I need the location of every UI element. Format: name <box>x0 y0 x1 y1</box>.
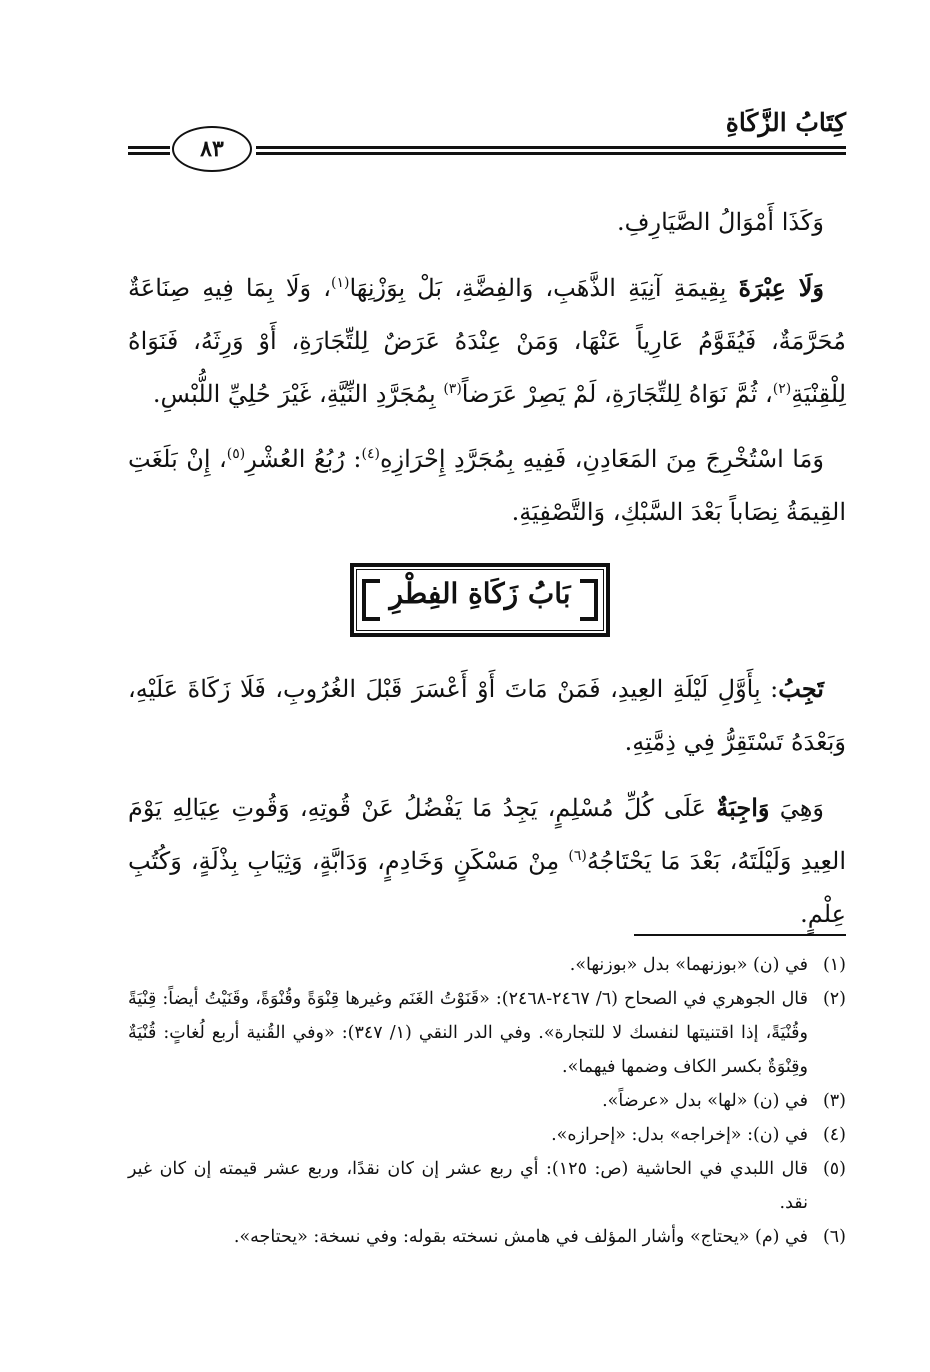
footnote <box>128 1084 846 1118</box>
paragraph-text: وَمَا اسْتُخْرِجَ مِنَ المَعَادِنِ، فَفِيهِ بِمُجَرَّدِ إِحْرَازِهِ <box>379 445 824 473</box>
footnote <box>128 948 846 982</box>
header-rule <box>256 152 846 155</box>
footnote <box>128 1220 846 1254</box>
paragraph <box>128 662 846 769</box>
main-text <box>128 662 846 941</box>
header-rule-short <box>128 146 170 149</box>
footnotes <box>128 948 846 1254</box>
page-number-oval <box>172 126 252 172</box>
footnote-text: في (م) «يحتاج» وأشار المؤلف في هامش نسخته بقوله: وفي نسخة: «يحتاجه». <box>233 1227 808 1247</box>
footnote-text: قال الجوهري في الصحاح (٦/ ٢٤٦٧-٢٤٦٨): «قَنَوْتُ الغَنَم وغيرها قِنْوَةً وقُنْوَةً، وقَنَيْتُ أيضاً: قِنْيَةً وقُنْيَةً، إذا اقتنيتها لنفسك لا للتجارة». وفي الدر النقي (١/ ٣٤٧): «وفي القُنية أربع لُغاتٍ: قُنْيَةٌ وقِنْوَةٌ بكسر الكاف وضمها فيهما». <box>128 989 808 1077</box>
footnote-marker: (٢) <box>822 989 846 1009</box>
footnote-ref[interactable]: (٢) <box>772 381 792 397</box>
keyword: وَلَا عِبْرَةَ <box>738 273 825 302</box>
paragraph-text: بِمُجَرَّدِ النِّيَّةِ، غَيْرَ حُلِيِّ اللُّبْسِ. <box>152 380 444 408</box>
header-rule <box>256 146 846 149</box>
chapter-heading-box <box>350 563 610 637</box>
keyword: وَاجِبَةٌ <box>716 793 770 822</box>
paragraph-text: مِنْ مَسْكَنٍ وَخَادِمٍ، وَدَابَّةٍ، وَثِيَابِ بِذْلَةٍ، وَكُتُبِ عِلْمٍ. <box>128 847 846 928</box>
main-text <box>128 196 846 539</box>
paragraph <box>128 781 846 941</box>
paragraph <box>128 196 846 249</box>
footnote-text: في (ن) «بوزنهما» بدل «بوزنها». <box>569 955 808 975</box>
header-rule-short <box>128 152 170 155</box>
running-title: كِتَابُ الزَّكَاةِ <box>725 108 846 137</box>
footnote-ref[interactable]: (٤) <box>361 446 380 462</box>
page-number: ٨٣ <box>200 136 224 162</box>
footnote-text: في (ن) «لها» بدل «عرضاً». <box>602 1091 808 1111</box>
footnote <box>128 1152 846 1220</box>
footnote-ref[interactable]: (٦) <box>568 848 587 864</box>
paragraph-text: ، وَلَا بِمَا فِيهِ صِنَاعَةٌ مُحَرَّمَةٌ، فَيُقَوَّمُ عَارِياً عَنْهَا، وَمَنْ عِنْدَهُ عَرَضٌ لِلتِّجَارَةِ، أَوْ وَرِثَهُ، فَنَوَاهُ لِلْقِنْيَةِ <box>128 274 846 408</box>
footnote <box>128 1118 846 1152</box>
footnote <box>128 982 846 1084</box>
paragraph <box>128 261 846 421</box>
footnote-ref[interactable]: (١) <box>330 275 350 291</box>
footnote-ref[interactable]: (٣) <box>443 381 462 397</box>
footnote-ref[interactable]: (٥) <box>226 446 246 462</box>
footnote-marker: (١) <box>822 955 846 975</box>
paragraph-text: وَهِيَ <box>769 794 824 822</box>
paragraph-text: : بِأَوَّلِ لَيْلَةِ العِيدِ، فَمَنْ مَاتَ أَوْ أَعْسَرَ قَبْلَ الغُرُوبِ، فَلَا زَكَاةَ عَلَيْهِ، وَبَعْدَهُ تَسْتَقِرُّ فِي ذِمَّتِهِ. <box>128 675 846 756</box>
footnote-marker: (٥) <box>822 1159 846 1179</box>
footnote-marker: (٦) <box>822 1227 846 1247</box>
chapter-title: بَابُ زَكَاةِ الفِطْرِ <box>389 577 571 610</box>
keyword: تَجِبُ <box>778 674 824 703</box>
footnote-marker: (٤) <box>822 1125 846 1145</box>
footnote-text: في (ن): «إخراجه» بدل: «إحرازه». <box>551 1125 808 1145</box>
paragraph-text: : رُبُعُ العُشْرِ <box>245 445 362 473</box>
paragraph <box>128 433 846 539</box>
paragraph-text: بِقِيمَةِ آنِيَةِ الذَّهَبِ، وَالفِضَّةِ، بَلْ بِوَزْنِهَا <box>349 274 739 302</box>
paragraph-text: وَكَذَا أَمْوَالُ الصَّيَارِفِ. <box>616 208 824 236</box>
footnote-marker: (٣) <box>822 1091 846 1111</box>
page-header <box>128 106 846 166</box>
paragraph-text: ، ثُمَّ نَوَاهُ لِلتِّجَارَةِ، لَمْ يَصِرْ عَرَضاً <box>461 380 773 408</box>
footnote-text: قال اللبدي في الحاشية (ص: ١٢٥): أي ربع عشر إن كان نقدًا، وربع عشر قيمته إن كان غير نقد. <box>128 1159 808 1213</box>
footnote-separator <box>634 934 846 936</box>
paragraph-text: عَلَى كُلِّ مُسْلِمٍ، يَجِدُ مَا يَفْضُلُ عَنْ قُوتِهِ، وَقُوتِ عِيَالِهِ يَوْمَ العِيدِ وَلَيْلَتَهُ، بَعْدَ مَا يَحْتَاجُهُ <box>128 794 847 875</box>
paragraph-text: ، إِنْ بَلَغَتِ القِيمَةُ نِصَاباً بَعْدَ السَّبْكِ، وَالتَّصْفِيَةِ. <box>128 445 846 526</box>
